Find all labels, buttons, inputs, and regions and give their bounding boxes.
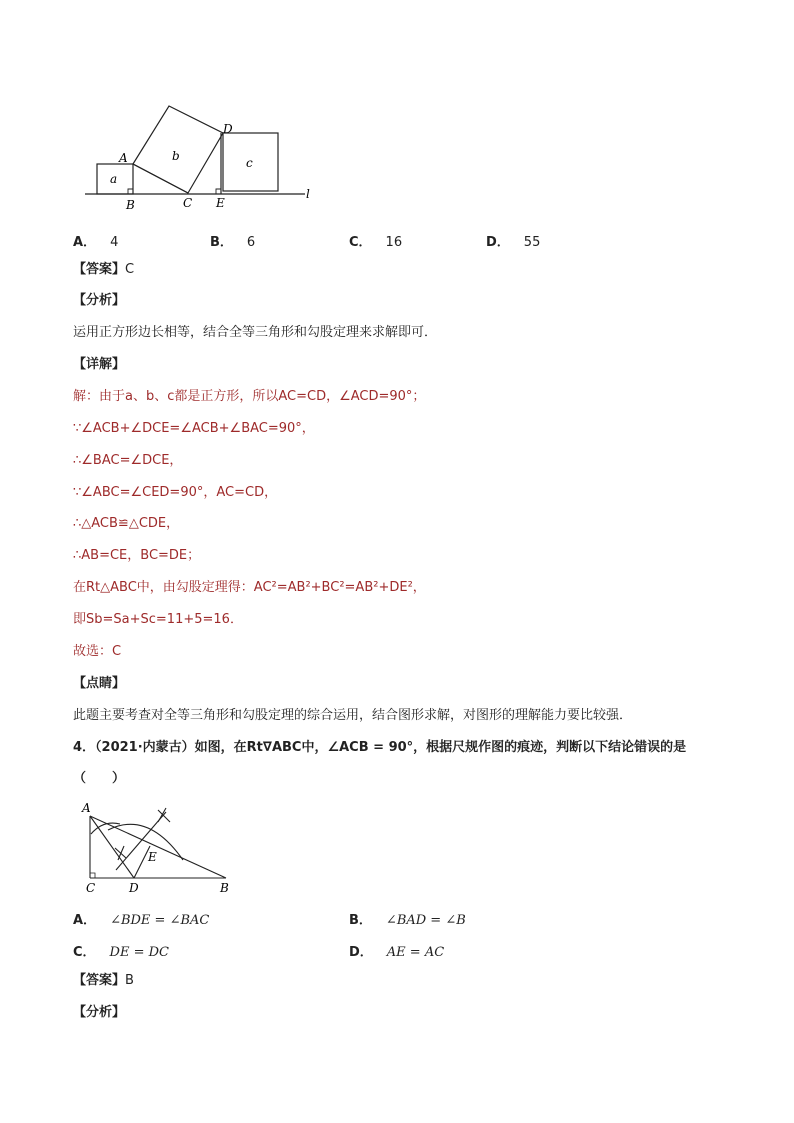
q3-option-b: B． 6 bbox=[210, 235, 256, 250]
q4-option-c: C． DE = DC bbox=[73, 945, 169, 960]
squares-figure bbox=[80, 100, 330, 215]
label-C: C bbox=[86, 881, 96, 895]
q3-analysis-label: 【分析】 bbox=[73, 293, 126, 308]
label-a: a bbox=[110, 172, 118, 186]
q4-analysis-label: 【分析】 bbox=[73, 1005, 126, 1020]
q4-option-d: D． AE = AC bbox=[349, 945, 445, 960]
q4-answer: 【答案】B bbox=[73, 973, 134, 988]
detail-line-8: 即Sb=Sa+Sc=11+5=16． bbox=[73, 612, 243, 627]
q3-option-a: A． 4 bbox=[73, 235, 119, 250]
label-B: B bbox=[126, 198, 135, 212]
detail-line-3: ∴∠BAC=∠DCE， bbox=[73, 453, 183, 468]
label-C: C bbox=[183, 196, 193, 210]
q3-comment-label: 【点睛】 bbox=[73, 676, 126, 691]
q3-option-d: D． 55 bbox=[486, 235, 541, 250]
label-A: A bbox=[119, 151, 128, 165]
q3-option-c: C． 16 bbox=[349, 235, 403, 250]
detail-line-6: ∴AB=CE，BC=DE； bbox=[73, 548, 201, 563]
label-D: D bbox=[223, 122, 233, 136]
detail-line-9: 故选：C bbox=[73, 644, 122, 659]
q3-analysis-text: 运用正方形边长相等，结合全等三角形和勾股定理来求解即可． bbox=[73, 325, 438, 340]
q4-option-a: A． ∠BDE = ∠BAC bbox=[73, 913, 210, 928]
label-l: l bbox=[306, 187, 310, 201]
detail-line-1: 解：由于a、b、c都是正方形，所以AC=CD，∠ACD=90°； bbox=[73, 389, 426, 404]
q3-detail-label: 【详解】 bbox=[73, 357, 126, 372]
q4-stem-line1: 4．（2021·内蒙古）如图，在Rt∇ABC中，∠ACB = 90°，根据尺规作图的痕迹，判断以下结论错误的是 bbox=[73, 740, 687, 755]
label-c: c bbox=[246, 156, 253, 170]
label-b: b bbox=[172, 149, 180, 163]
q4-option-b: B． ∠BAD = ∠B bbox=[349, 913, 466, 928]
construction-figure bbox=[78, 800, 248, 898]
label-B: B bbox=[220, 881, 229, 895]
q3-answer: 【答案】C bbox=[73, 262, 135, 277]
detail-line-7: 在Rt△ABC中，由勾股定理得：AC²=AB²+BC²=AB²+DE²， bbox=[73, 580, 426, 595]
label-A: A bbox=[82, 801, 91, 815]
label-D: D bbox=[129, 881, 139, 895]
label-E: E bbox=[148, 850, 157, 864]
detail-line-4: ∵∠ABC=∠CED=90°，AC=CD， bbox=[73, 485, 278, 500]
detail-line-5: ∴△ACB≌△CDE， bbox=[73, 516, 180, 531]
q3-comment-text: 此题主要考查对全等三角形和勾股定理的综合运用，结合图形求解，对图形的理解能力要比较强． bbox=[73, 708, 633, 723]
label-E: E bbox=[216, 196, 225, 210]
detail-line-2: ∵∠ACB+∠DCE=∠ACB+∠BAC=90°， bbox=[73, 421, 315, 436]
q4-stem-line2: （ ） bbox=[73, 771, 126, 786]
